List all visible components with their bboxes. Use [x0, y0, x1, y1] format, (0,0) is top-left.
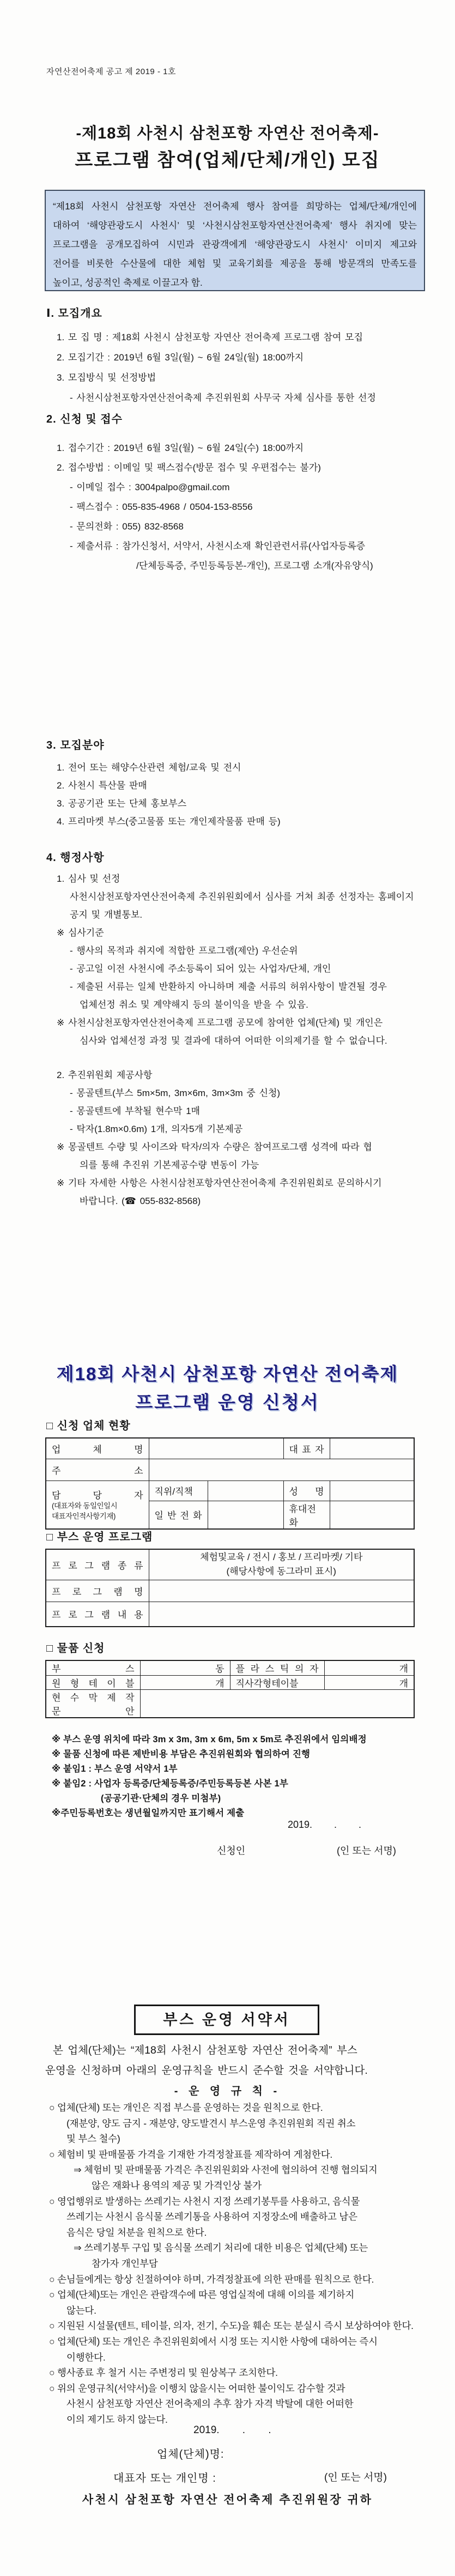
- rule-line: ○ 손님들에게는 항상 친절하여야 하며, 가격정찰표에 의한 판매를 원칙으로 한다.: [49, 2273, 374, 2285]
- rule-line: 않는다.: [66, 2304, 96, 2316]
- form-note: ※ 부스 운영 위치에 따라 3m x 3m, 3m x 6m, 5m x 5m로 추진위에서 임의배정: [52, 1734, 367, 1744]
- field-banner-text: [140, 1689, 414, 1718]
- section-heading: 3. 모집분야: [46, 739, 105, 751]
- label-company-name: 업 체 명: [46, 1438, 149, 1459]
- field-ceo: [330, 1438, 414, 1459]
- rule-line: 쓰레기는 사천시 음식물 쓰레기통을 사용하여 지정장소에 배출하고 남은: [66, 2211, 357, 2223]
- form-section-heading: □ 물품 신청: [46, 1642, 105, 1654]
- list-item: ※ 몽골텐트 수량 및 사이즈와 탁자/의자 수량은 참여프로그램 성격에 따라 협: [57, 1142, 372, 1152]
- field-rect-table-qty: 개: [324, 1675, 414, 1689]
- pledge-title-box: [134, 2005, 319, 2035]
- label-name: 성 명: [283, 1480, 330, 1501]
- field-round-table-qty: 개: [140, 1675, 230, 1689]
- field-address: [149, 1459, 414, 1480]
- pledge-intro-line: 운영을 신청하며 아래의 운영규칙을 반드시 준수할 것을 서약합니다.: [45, 2065, 368, 2077]
- field-telephone: [208, 1501, 283, 1529]
- label-program-type: 프 로 그 램 종 류: [46, 1549, 149, 1580]
- section-heading: Ⅰ. 모집개요: [46, 308, 102, 320]
- label-program-content: 프 로 그 램 내 용: [46, 1602, 149, 1627]
- rule-line: 참가자 개인부담: [92, 2258, 158, 2269]
- label-banner-line1: 현 수 막 제 작: [52, 1692, 135, 1703]
- label-manager-title: 담 당 자: [52, 1490, 143, 1501]
- list-subitem: - 몽골텐트(부스 5m×5m, 3m×6m, 3m×3m 중 신청): [70, 1088, 281, 1098]
- rule-line: 사천시 삼천포항 자연산 전어축제의 추후 참가 자격 박탈에 대한 어떠한: [66, 2398, 354, 2410]
- label-banner-text: [46, 1689, 140, 1718]
- list-text: 심사와 업체선정 과정 및 결과에 대하여 어떠한 이의제기를 할 수 없습니다.: [80, 1036, 387, 1046]
- field-booth-qty: 동: [140, 1660, 230, 1675]
- list-item: 2. 접수방법 : 이메일 및 팩스접수(방문 접수 및 우편접수는 불가): [57, 462, 321, 473]
- list-item: 1. 모 집 명 : 제18회 사천시 삼천포항 자연산 전어축제 프로그램 참여 모집: [57, 332, 363, 342]
- section-admin: [0, 848, 455, 1210]
- rule-line: ○ 영업행위로 발생하는 쓰레기는 사천시 지정 쓰레기봉투를 사용하고, 음식물: [49, 2195, 360, 2207]
- rule-line: 및 부스 철수): [66, 2133, 120, 2145]
- document-title-line2: 프로그램 참여(업체/단체/개인) 모집: [75, 150, 380, 171]
- list-text: 업체선정 취소 및 계약해지 등의 불이익을 받을 수 있음.: [80, 1000, 308, 1010]
- program-type-note: (해당사항에 동그라미 표시): [226, 1566, 336, 1577]
- rule-line: ○ 체험비 및 판매물품 가격을 기재한 가격정찰표를 제작하여 게첨한다.: [49, 2148, 333, 2160]
- list-item: 3. 모집방식 및 선정방법: [57, 372, 156, 383]
- pledge-seal-note: (인 또는 서명): [324, 2472, 387, 2483]
- pledge-addressee: 사천시 삼천포항 자연산 전어축제 추진위원장 귀하: [82, 2494, 373, 2506]
- field-chair-qty: 개: [324, 1660, 414, 1675]
- section-heading: 2. 신청 및 접수: [46, 413, 123, 425]
- pledge-date: 2019. . .: [193, 2424, 271, 2436]
- goods-request-table: [45, 1660, 415, 1718]
- program-type-options: 체험및교육 / 전시 / 홍보 / 프리마켓/ 기타: [200, 1552, 363, 1563]
- label-ceo: 대 표 자: [283, 1438, 330, 1459]
- rule-line: 이행한다.: [66, 2351, 106, 2363]
- form-note-continued: (공공기관·단체의 경우 미첨부): [101, 1793, 221, 1803]
- applicant-label: 신청인: [217, 1845, 246, 1856]
- list-item: ※ 기타 자세한 사항은 사천시삼천포항자연산전어축제 추진위원회로 문의하시기: [57, 1178, 382, 1188]
- list-item: 1. 전어 또는 해양수산관련 체험/교육 및 전시: [57, 762, 241, 773]
- form-note: ※ 물품 신청에 따른 제반비용 부담은 추진위원회와 협의하여 진행: [52, 1749, 311, 1759]
- applicant-seal-note: (인 또는 서명): [337, 1845, 396, 1856]
- pledge-company-label: 업체(단체)명:: [157, 2448, 225, 2460]
- list-subitem: - 몽골텐트에 부착될 현수막 1매: [70, 1106, 201, 1116]
- field-mobile: [330, 1501, 414, 1529]
- purpose-text-line: 전어를 비롯한 수산물에 대한 체험 및 교육기회를 제공을 통해 방문객의 만족도를: [53, 258, 417, 269]
- list-subitem: - 공고일 이전 사천시에 주소등록이 되어 있는 사업자/단체, 개인: [70, 964, 331, 974]
- purpose-text-line: 높이고, 성공적인 축제로 이끌고자 함.: [53, 278, 203, 288]
- label-round-table: 원 형 테 이 블: [46, 1675, 140, 1689]
- rule-line: ○ 지원된 시설물(텐트, 테이블, 의자, 전기, 수도)을 훼손 또는 분실시 즉시 보상하여야 한다.: [49, 2320, 414, 2332]
- pledge-representative-label: 대표자 또는 개인명 :: [113, 2472, 216, 2484]
- purpose-text-line: “제18회 사천시 삼천포항 자연산 전어축제 행사 참여를 희망하는 업체/단체/개인에: [53, 201, 417, 212]
- purpose-text-line: 대하여 ‘해양관광도시 사천시’ 및 ‘사천시삼천포항자연산전어축제’ 행사 취지에 맞는: [53, 220, 417, 231]
- label-banner-line2: 문 안: [52, 1706, 135, 1717]
- label-program-name: 프 로 그 램 명: [46, 1580, 149, 1602]
- form-title-line1: 제18회 사천시 삼천포항 자연산 전어축제: [56, 1364, 399, 1384]
- form-section-program: [0, 1528, 455, 1627]
- list-item: ※ 심사기준: [57, 928, 104, 938]
- list-item: 1. 심사 및 선정: [57, 874, 120, 884]
- pledge-intro-line: 본 업체(단체)는 “제18회 사천시 삼천포항 자연산 전어축제” 부스: [53, 2044, 357, 2056]
- list-text: 의를 통해 추진위 기본제공수량 변동이 가능: [80, 1160, 259, 1170]
- company-info-table: [45, 1437, 415, 1530]
- section-recruit-fields: [0, 736, 455, 830]
- label-manager-note: (대표자와 동일인일시: [52, 1502, 118, 1510]
- list-item: 2. 사천시 특산물 판매: [57, 780, 147, 791]
- label-mobile: 휴대전화: [283, 1501, 330, 1529]
- form-note: ※ 붙임2 : 사업자 등록증/단체등록증/주민등록등본 사본 1부: [52, 1778, 289, 1789]
- section-heading: 4. 행정사항: [46, 852, 105, 864]
- list-subitem: - 문의전화 : 055) 832-8568: [70, 521, 184, 532]
- label-rect-table: 직사각형테이블: [230, 1675, 324, 1689]
- field-program-type: [149, 1549, 414, 1580]
- purpose-text-line: 프로그램을 공개모집하여 시민과 관광객에게 ‘해양관광도시 사천시’ 이미지 제고와: [53, 239, 417, 250]
- label-address: 주 소: [46, 1459, 149, 1480]
- purpose-box: [45, 190, 425, 291]
- form-note: ※주민등록번호는 생년월일까지만 표기해서 제출: [52, 1808, 245, 1818]
- pledge-intro: [45, 2041, 427, 2081]
- list-subitem: - 탁자(1.8m×0.6m) 1개, 의자5개 기본제공: [70, 1124, 243, 1134]
- list-item: 2. 추진위원회 제공사항: [57, 1070, 153, 1080]
- label-manager: [46, 1480, 149, 1529]
- list-text: 공지 및 개별통보.: [70, 910, 143, 920]
- form-section-goods: [0, 1639, 455, 1821]
- rule-line: ○ 업체(단체)또는 개인은 관람객수에 따른 영업실적에 대해 이의를 제기하지: [49, 2289, 355, 2301]
- rules-list: [0, 2100, 455, 2427]
- list-subitem-continued: /단체등록증, 주민등록등본-개인), 프로그램 소개(자유양식): [136, 561, 373, 571]
- form-title-line2: 프로그램 운영 신청서: [135, 1392, 320, 1412]
- list-item: 4. 프리마켓 부스(중고물품 또는 개인제작물품 판매 등): [57, 816, 281, 827]
- rule-line: ⇒ 쓰레기봉투 구입 및 음식물 쓰레기 처리에 대한 비용은 업체(단체) 또는: [74, 2242, 368, 2254]
- rule-line: ○ 행사종료 후 철거 시는 주변정리 및 원상복구 조치한다.: [49, 2367, 278, 2379]
- field-company-name: [149, 1438, 283, 1459]
- list-item: 1. 접수기간 : 2019년 6월 3일(월) ~ 6월 24일(수) 18:00까지: [57, 443, 304, 453]
- rule-line: ○ 업체(단체) 또는 개인은 직접 부스를 운영하는 것을 원칙으로 한다.: [49, 2102, 323, 2113]
- rule-line: ○ 업체(단체) 또는 개인은 추진위원회에서 시정 또는 지시한 사항에 대하여는 즉시: [49, 2336, 378, 2347]
- form-section-heading: □ 부스 운영 프로그램: [46, 1531, 153, 1543]
- form-section-heading: □ 신청 업체 현황: [46, 1420, 131, 1432]
- label-manager-note: 대표자인적사항기재): [52, 1512, 116, 1520]
- rule-line: ⇒ 체험비 및 판매물품 가격은 추진위원회와 사전에 협의하여 진행 협의되지: [74, 2164, 378, 2176]
- section-recruit-overview: [0, 304, 455, 408]
- list-text: 바랍니다. (☎ 055-832-8568): [80, 1196, 201, 1206]
- rule-line: 음식은 당일 처분을 원칙으로 한다.: [66, 2226, 207, 2238]
- list-subitem: - 제출된 서류는 일체 반환하지 아니하며 제출 서류의 허위사항이 발견될 경우: [70, 982, 387, 992]
- list-subitem: - 제출서류 : 참가신청서, 서약서, 사천시소재 확인관련서류(사업자등록증: [70, 541, 366, 551]
- field-program-name: [149, 1580, 414, 1602]
- rules-title: - 운 영 규 칙 -: [174, 2085, 281, 2097]
- form-section-company: [0, 1417, 455, 1530]
- label-booth: 부 스: [46, 1660, 140, 1675]
- form-note: ※ 붙임1 : 부스 운영 서약서 1부: [52, 1764, 178, 1774]
- list-subitem: - 행사의 목적과 취지에 적합한 프로그램(제안) 우선순위: [70, 946, 298, 956]
- program-table: [45, 1549, 415, 1627]
- notice-number: 자연산전어축제 공고 제 2019 - 1호: [46, 67, 176, 76]
- rule-line: 않은 재화나 용역의 제공 및 가격인상 불가: [92, 2180, 262, 2191]
- pledge-title: 부스 운영 서약서: [163, 2012, 290, 2028]
- list-subitem: - 이메일 접수 : 3004palpo@gmail.com: [70, 482, 230, 492]
- field-program-content: [149, 1602, 414, 1627]
- list-item: 3. 공공기관 또는 단체 홍보부스: [57, 798, 187, 809]
- list-text: 사천시삼천포항자연산전어축제 추진위원회에서 심사를 거쳐 최종 선정자는 홈페이지: [70, 892, 414, 902]
- label-telephone: 일 반 전 화: [149, 1501, 208, 1529]
- rule-line: ○ 위의 운영규칙(서약서)을 이행치 않을시는 어떠한 불이익도 감수할 것과: [49, 2382, 345, 2394]
- field-name: [330, 1480, 414, 1501]
- rule-line: (재분양, 양도 금지 - 재분양, 양도발견시 부스운영 추진위원회 직권 취소: [66, 2117, 356, 2129]
- list-subitem: - 팩스접수 : 055-835-4968 / 0504-153-8556: [70, 502, 253, 512]
- document-title-line1: -제18회 사천시 삼천포항 자연산 전어축제-: [76, 125, 379, 142]
- form-date: 2019. . .: [288, 1819, 362, 1830]
- list-item: ※ 사천시삼천포항자연산전어축제 프로그램 공모에 참여한 업체(단체) 및 개인은: [57, 1018, 383, 1028]
- label-plastic-chair: 플 라 스 틱 의 자: [230, 1660, 324, 1675]
- section-application: [0, 410, 455, 576]
- field-position: [208, 1480, 283, 1501]
- label-position: 직위/직책: [149, 1480, 208, 1501]
- rule-line: 이의 제기도 하지 않는다.: [66, 2414, 168, 2425]
- list-item: 2. 모집기간 : 2019년 6월 3일(월) ~ 6월 24일(월) 18:00까지: [57, 352, 304, 363]
- list-subitem: - 사천시삼천포항자연산전어축제 추진위원회 사무국 자체 심사를 통한 선정: [70, 393, 376, 403]
